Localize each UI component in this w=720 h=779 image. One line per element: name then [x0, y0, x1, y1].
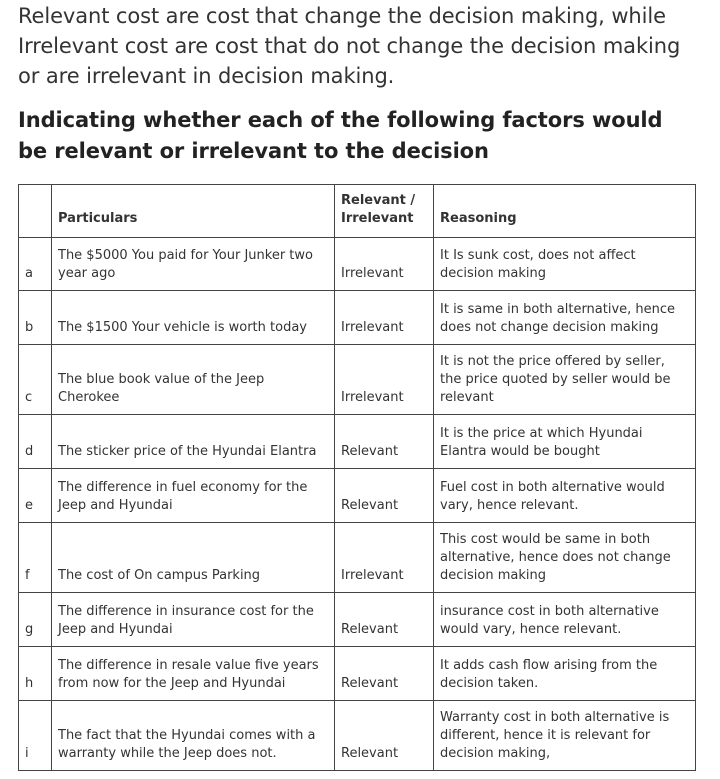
row-relevance: Relevant — [335, 415, 434, 469]
row-letter: e — [19, 469, 52, 523]
row-reasoning: It is the price at which Hyundai Elantra would be bought — [434, 415, 696, 469]
table-row — [19, 238, 696, 291]
row-reasoning: This cost would be same in both alternative, hence does not change decision making — [434, 523, 696, 593]
row-letter: g — [19, 593, 52, 647]
row-relevance: Relevant — [335, 647, 434, 701]
header-letter — [19, 185, 52, 238]
row-letter: c — [19, 345, 52, 415]
table-row — [19, 647, 696, 701]
row-particulars: The sticker price of the Hyundai Elantra — [52, 415, 335, 469]
row-particulars: The cost of On campus Parking — [52, 523, 335, 593]
row-particulars: The fact that the Hyundai comes with a warranty while the Jeep does not. — [52, 701, 335, 771]
header-reasoning: Reasoning — [434, 185, 696, 238]
table-row — [19, 701, 696, 771]
table-row — [19, 523, 696, 593]
row-letter: d — [19, 415, 52, 469]
row-reasoning: It is not the price offered by seller, the price quoted by seller would be relevant — [434, 345, 696, 415]
row-relevance: Irrelevant — [335, 238, 434, 291]
section-heading: Indicating whether each of the following factors would be relevant or irrelevant to the decision — [18, 108, 663, 163]
row-relevance: Irrelevant — [335, 291, 434, 345]
header-relevance: Relevant / Irrelevant — [335, 185, 434, 238]
row-relevance: Relevant — [335, 593, 434, 647]
row-particulars: The difference in fuel economy for the Jeep and Hyundai — [52, 469, 335, 523]
row-letter: b — [19, 291, 52, 345]
row-reasoning: Fuel cost in both alternative would vary, hence relevant. — [434, 469, 696, 523]
row-particulars: The blue book value of the Jeep Cherokee — [52, 345, 335, 415]
row-particulars: The difference in resale value five years from now for the Jeep and Hyundai — [52, 647, 335, 701]
row-relevance: Relevant — [335, 701, 434, 771]
row-reasoning: insurance cost in both alternative would vary, hence relevant. — [434, 593, 696, 647]
row-reasoning: It is same in both alternative, hence does not change decision making — [434, 291, 696, 345]
row-relevance: Relevant — [335, 469, 434, 523]
row-relevance: Irrelevant — [335, 523, 434, 593]
table-row — [19, 593, 696, 647]
header-particulars: Particulars — [52, 185, 335, 238]
factors-table — [18, 184, 696, 771]
row-particulars: The $1500 Your vehicle is worth today — [52, 291, 335, 345]
row-letter: a — [19, 238, 52, 291]
row-reasoning: It adds cash flow arising from the decision taken. — [434, 647, 696, 701]
row-relevance: Irrelevant — [335, 345, 434, 415]
table-header-row — [19, 185, 696, 238]
row-reasoning: It Is sunk cost, does not affect decision making — [434, 238, 696, 291]
table-row — [19, 469, 696, 523]
intro-paragraph: Relevant cost are cost that change the decision making, while Irrelevant cost are cost that do not change the decision making or are irrelevant in decision making. — [18, 4, 681, 88]
row-letter: i — [19, 701, 52, 771]
row-reasoning: Warranty cost in both alternative is different, hence it is relevant for decision making, — [434, 701, 696, 771]
row-letter: f — [19, 523, 52, 593]
row-particulars: The $5000 You paid for Your Junker two year ago — [52, 238, 335, 291]
row-letter: h — [19, 647, 52, 701]
row-particulars: The difference in insurance cost for the Jeep and Hyundai — [52, 593, 335, 647]
table-row — [19, 291, 696, 345]
table-row — [19, 345, 696, 415]
table-row — [19, 415, 696, 469]
